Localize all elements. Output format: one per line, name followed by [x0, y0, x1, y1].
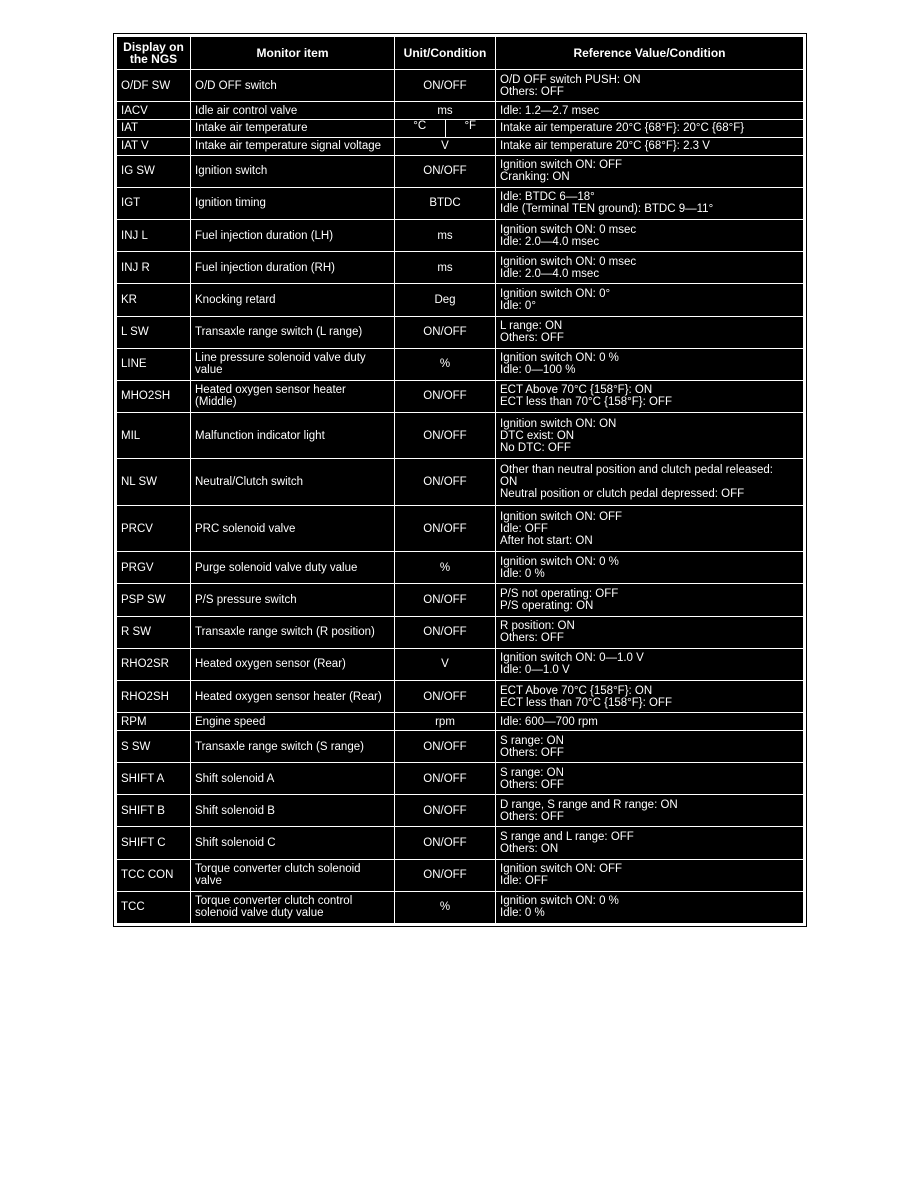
table-row: [117, 252, 804, 284]
reference-value-cell: [496, 680, 804, 712]
reference-value-cell: [496, 827, 804, 859]
reference-line: P/S operating: ON: [500, 600, 594, 613]
reference-value-cell: [496, 316, 804, 348]
unit-condition-cell: ON/OFF: [395, 316, 496, 348]
reference-value-cell: [496, 763, 804, 795]
unit-condition-cell: ON/OFF: [395, 616, 496, 648]
monitor-item-cell: PRC solenoid valve: [191, 505, 395, 551]
unit-condition-cell: ms: [395, 220, 496, 252]
table-row: [117, 102, 804, 120]
reference-value-cell: [496, 380, 804, 412]
reference-value-cell: [496, 70, 804, 102]
reference-line: Idle (Terminal TEN ground): BTDC 9—11°: [500, 203, 714, 216]
reference-value-cell: [496, 859, 804, 891]
reference-value-cell: [496, 120, 804, 138]
reference-line: Idle: 600—700 rpm: [500, 715, 598, 728]
reference-value-cell: [496, 584, 804, 616]
display-code-cell: SHIFT B: [117, 795, 191, 827]
table-body: [117, 70, 804, 924]
monitor-item-cell: Idle air control valve: [191, 102, 395, 120]
table-row: [117, 584, 804, 616]
unit-condition-cell: ON/OFF: [395, 380, 496, 412]
reference-line: Others: OFF: [500, 778, 564, 791]
reference-line: Idle: 0—1.0 V: [500, 664, 570, 677]
display-code-cell: INJ R: [117, 252, 191, 284]
unit-condition-cell: ON/OFF: [395, 827, 496, 859]
monitor-item-cell: O/D OFF switch: [191, 70, 395, 102]
display-code-cell: LINE: [117, 348, 191, 380]
reference-line: No DTC: OFF: [500, 441, 571, 454]
display-code-cell: R SW: [117, 616, 191, 648]
table-row: [117, 220, 804, 252]
table-row: [117, 713, 804, 731]
reference-value-cell: [496, 102, 804, 120]
display-code-cell: MIL: [117, 412, 191, 458]
unit-condition-cell: ms: [395, 252, 496, 284]
reference-value-cell: [496, 795, 804, 827]
reference-line: Intake air temperature 20°C {68°F}: 20°C {68°F}: [500, 122, 745, 135]
monitor-item-cell: Shift solenoid B: [191, 795, 395, 827]
unit-condition-cell: ON/OFF: [395, 155, 496, 187]
table-row: [117, 412, 804, 458]
display-code-cell: IAT V: [117, 137, 191, 155]
unit-condition-cell: ON/OFF: [395, 859, 496, 891]
reference-value-cell: [496, 459, 804, 505]
display-code-cell: RHO2SH: [117, 680, 191, 712]
monitor-item-cell: Torque converter clutch solenoid valve: [191, 859, 395, 891]
display-code-cell: IGT: [117, 187, 191, 219]
unit-split-part: °F: [464, 120, 477, 133]
monitor-item-cell: Fuel injection duration (LH): [191, 220, 395, 252]
monitor-item-cell: Engine speed: [191, 713, 395, 731]
reference-line: Idle: BTDC 6—18°: [500, 191, 595, 204]
display-code-cell: L SW: [117, 316, 191, 348]
display-code-cell: KR: [117, 284, 191, 316]
reference-line: Others: OFF: [500, 632, 564, 645]
table-row: [117, 459, 804, 505]
monitor-reference-table: [116, 36, 804, 924]
unit-condition-cell: %: [395, 348, 496, 380]
reference-value-cell: [496, 505, 804, 551]
reference-line: Ignition switch ON: OFF: [500, 510, 623, 523]
unit-condition-cell: ON/OFF: [395, 505, 496, 551]
reference-line: Intake air temperature 20°C {68°F}: 2.3 V: [500, 140, 710, 153]
monitor-item-cell: Shift solenoid A: [191, 763, 395, 795]
monitor-item-cell: Transaxle range switch (S range): [191, 730, 395, 762]
reference-line: Idle: OFF: [500, 522, 548, 535]
header-monitor-item: Monitor item: [191, 37, 395, 70]
unit-condition-cell: %: [395, 552, 496, 584]
unit-condition-cell: ON/OFF: [395, 584, 496, 616]
monitor-item-cell: Knocking retard: [191, 284, 395, 316]
reference-value-cell: [496, 412, 804, 458]
monitor-item-cell: Heated oxygen sensor heater (Middle): [191, 380, 395, 412]
unit-split-part: °C: [395, 120, 446, 137]
reference-line: Ignition switch ON: 0°: [500, 287, 611, 300]
reference-value-cell: [496, 220, 804, 252]
display-code-cell: TCC CON: [117, 859, 191, 891]
display-code-cell: SHIFT C: [117, 827, 191, 859]
display-code-cell: SHIFT A: [117, 763, 191, 795]
unit-split: [395, 120, 495, 137]
display-code-cell: RHO2SR: [117, 648, 191, 680]
display-code-cell: TCC: [117, 891, 191, 923]
reference-line: D range, S range and R range: ON: [500, 798, 678, 811]
display-code-cell: IAT: [117, 120, 191, 138]
unit-condition-cell: V: [395, 137, 496, 155]
table-row: [117, 859, 804, 891]
reference-line: ECT less than 70°C {158°F}: OFF: [500, 696, 672, 709]
reference-line: ON: [500, 476, 518, 489]
table-row: [117, 552, 804, 584]
reference-line: S range: ON: [500, 766, 564, 779]
reference-line: Ignition switch ON: ON: [500, 417, 617, 430]
reference-line: Ignition switch ON: 0 %: [500, 352, 619, 365]
table-row: [117, 763, 804, 795]
table-row: [117, 155, 804, 187]
reference-line: Ignition switch ON: OFF: [500, 159, 623, 172]
reference-value-cell: [496, 284, 804, 316]
table-row: [117, 120, 804, 138]
reference-line: Idle: OFF: [500, 875, 548, 888]
reference-line: S range: ON: [500, 734, 564, 747]
reference-line: S range and L range: OFF: [500, 830, 634, 843]
reference-value-cell: [496, 648, 804, 680]
table-row: [117, 70, 804, 102]
monitor-item-cell: Malfunction indicator light: [191, 412, 395, 458]
table-row: [117, 891, 804, 923]
reference-line: Others: OFF: [500, 85, 564, 98]
table-row: [117, 616, 804, 648]
reference-line: Others: OFF: [500, 332, 564, 345]
display-code-cell: PRCV: [117, 505, 191, 551]
monitor-item-cell: Line pressure solenoid valve duty value: [191, 348, 395, 380]
monitor-item-cell: Purge solenoid valve duty value: [191, 552, 395, 584]
reference-line: ECT Above 70°C {158°F}: ON: [500, 684, 653, 697]
monitor-item-cell: P/S pressure switch: [191, 584, 395, 616]
reference-line: Idle: 2.0—4.0 msec: [500, 235, 600, 248]
table-row: [117, 827, 804, 859]
reference-value-cell: [496, 348, 804, 380]
monitor-item-cell: Heated oxygen sensor (Rear): [191, 648, 395, 680]
reference-line: Ignition switch ON: 0 msec: [500, 255, 637, 268]
reference-value-cell: [496, 730, 804, 762]
unit-condition-cell: %: [395, 891, 496, 923]
header-unit-condition: Unit/Condition: [395, 37, 496, 70]
monitor-item-cell: Ignition switch: [191, 155, 395, 187]
unit-condition-cell: rpm: [395, 713, 496, 731]
monitor-item-cell: Intake air temperature: [191, 120, 395, 138]
table-row: [117, 284, 804, 316]
reference-line: ECT Above 70°C {158°F}: ON: [500, 384, 653, 397]
reference-line: Idle: 0 %: [500, 567, 545, 580]
reference-line: Idle: 0 %: [500, 907, 545, 920]
reference-line: Other than neutral position and clutch pedal released:: [500, 464, 773, 477]
reference-line: DTC exist: ON: [500, 429, 575, 442]
table-row: [117, 137, 804, 155]
unit-condition-cell: [395, 120, 496, 138]
header-display: Display on the NGS: [117, 37, 191, 70]
table-row: [117, 730, 804, 762]
reference-line: ECT less than 70°C {158°F}: OFF: [500, 396, 672, 409]
table-row: [117, 795, 804, 827]
reference-value-cell: [496, 155, 804, 187]
monitor-item-cell: Heated oxygen sensor heater (Rear): [191, 680, 395, 712]
display-code-cell: PSP SW: [117, 584, 191, 616]
reference-value-cell: [496, 187, 804, 219]
reference-line: Cranking: ON: [500, 171, 570, 184]
table-row: [117, 348, 804, 380]
display-code-cell: RPM: [117, 713, 191, 731]
table-row: [117, 187, 804, 219]
reference-line: Ignition switch ON: 0—1.0 V: [500, 652, 644, 665]
unit-condition-cell: Deg: [395, 284, 496, 316]
monitor-item-cell: Ignition timing: [191, 187, 395, 219]
reference-value-cell: [496, 891, 804, 923]
monitor-item-cell: Torque converter clutch control solenoid valve duty value: [191, 891, 395, 923]
reference-value-cell: [496, 616, 804, 648]
reference-line: O/D OFF switch PUSH: ON: [500, 73, 641, 86]
unit-condition-cell: ON/OFF: [395, 459, 496, 505]
reference-value-cell: [496, 552, 804, 584]
reference-line: Others: ON: [500, 842, 559, 855]
reference-line: After hot start: ON: [500, 534, 593, 547]
table-row: [117, 648, 804, 680]
unit-condition-cell: ms: [395, 102, 496, 120]
table-header-row: [117, 37, 804, 70]
reference-value-cell: [496, 137, 804, 155]
reference-value-cell: [496, 252, 804, 284]
monitor-item-cell: Transaxle range switch (R position): [191, 616, 395, 648]
reference-line: Idle: 0—100 %: [500, 364, 576, 377]
unit-condition-cell: ON/OFF: [395, 680, 496, 712]
reference-line: Idle: 0°: [500, 299, 536, 312]
reference-line: Others: OFF: [500, 810, 564, 823]
reference-line: Ignition switch ON: OFF: [500, 863, 623, 876]
reference-line: P/S not operating: OFF: [500, 588, 619, 601]
reference-line: Neutral position or clutch pedal depressed: OFF: [500, 488, 745, 501]
unit-condition-cell: ON/OFF: [395, 730, 496, 762]
display-code-cell: S SW: [117, 730, 191, 762]
monitor-item-cell: Shift solenoid C: [191, 827, 395, 859]
unit-condition-cell: ON/OFF: [395, 795, 496, 827]
monitor-item-cell: Transaxle range switch (L range): [191, 316, 395, 348]
display-code-cell: O/DF SW: [117, 70, 191, 102]
display-code-cell: PRGV: [117, 552, 191, 584]
table-row: [117, 505, 804, 551]
table-row: [117, 680, 804, 712]
unit-condition-cell: ON/OFF: [395, 763, 496, 795]
unit-condition-cell: V: [395, 648, 496, 680]
reference-line: Others: OFF: [500, 746, 564, 759]
reference-line: Idle: 2.0—4.0 msec: [500, 267, 600, 280]
monitor-item-cell: Neutral/Clutch switch: [191, 459, 395, 505]
monitor-item-cell: Fuel injection duration (RH): [191, 252, 395, 284]
display-code-cell: INJ L: [117, 220, 191, 252]
reference-line: Ignition switch ON: 0 %: [500, 555, 619, 568]
reference-line: R position: ON: [500, 620, 575, 633]
reference-line: Idle: 1.2—2.7 msec: [500, 104, 600, 117]
reference-line: Ignition switch ON: 0 msec: [500, 223, 637, 236]
reference-value-cell: [496, 713, 804, 731]
table-row: [117, 316, 804, 348]
display-code-cell: NL SW: [117, 459, 191, 505]
display-code-cell: IACV: [117, 102, 191, 120]
reference-line: Ignition switch ON: 0 %: [500, 895, 619, 908]
display-code-cell: IG SW: [117, 155, 191, 187]
header-reference-value: Reference Value/Condition: [496, 37, 804, 70]
reference-table-sheet: [114, 34, 806, 926]
reference-line: L range: ON: [500, 320, 563, 333]
display-code-cell: MHO2SH: [117, 380, 191, 412]
unit-condition-cell: ON/OFF: [395, 412, 496, 458]
unit-condition-cell: ON/OFF: [395, 70, 496, 102]
unit-condition-cell: BTDC: [395, 187, 496, 219]
monitor-item-cell: Intake air temperature signal voltage: [191, 137, 395, 155]
table-row: [117, 380, 804, 412]
